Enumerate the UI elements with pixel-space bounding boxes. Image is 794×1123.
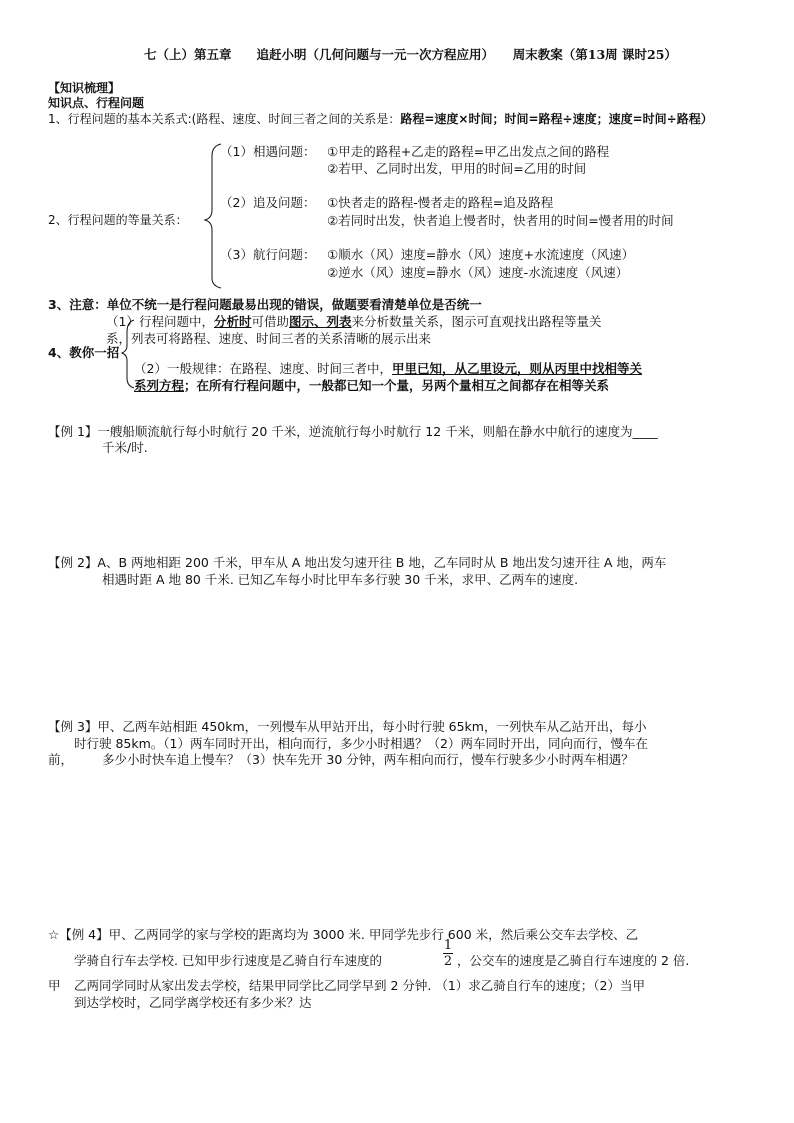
- tip2-emph-equation: 系列方程: [134, 378, 185, 393]
- meet-label: （1）相遇问题：: [220, 144, 316, 159]
- fraction-one-half: [441, 938, 455, 969]
- example-4-line3a: 甲: [48, 978, 61, 993]
- chase-rule-2: ②若同时出发，快者追上慢者时，快者用的时间=慢者用的时间: [327, 213, 674, 228]
- tip1-line1: [106, 314, 602, 330]
- tip1-text-a: （1）行程问题中，: [106, 314, 214, 329]
- tip2-line1: [134, 361, 642, 377]
- tip2-emph-conclusion: 一般都已知一个量，另两个量相互之间都存在相等关系: [309, 378, 610, 393]
- example-3-line3b: 多少小时快车追上慢车？（3）快车先开 30 分钟，两车相向而行，慢车行驶多少小时两车相遇？: [102, 752, 634, 767]
- example-4-line4: 到达学校时，乙同学离学校还有多少米？达: [74, 995, 312, 1010]
- tip1-line2: 系，列表可将路程、速度、时间三者的关系清晰的展示出来: [106, 331, 432, 346]
- chase-rule-1: ①快者走的路程-慢者走的路程=追及路程: [327, 195, 554, 210]
- page-title: 七（上）第五章 追赶小明（几何问题与一元一次方程应用） 周末教案（第13周 课时25）: [144, 47, 677, 62]
- item1-text: 1、行程问题的基本关系式:(路程、速度、时间三者之间的关系是：: [48, 112, 401, 126]
- tip2-text-a: （2）一般规律：在路程、速度、时间三者中，: [134, 361, 392, 376]
- example-4-line1: ☆【例 4】甲、乙两同学的家与学校的距离均为 3000 米. 甲同学先步行 600 米，然后乘公交车去学校、乙: [48, 927, 639, 942]
- fraction-numerator: 1: [443, 938, 453, 953]
- meet-rule-1: ①甲走的路程+乙走的路程=甲乙出发点之间的路程: [327, 144, 610, 159]
- knowledge-point-label: 知识点、行程问题: [48, 96, 145, 110]
- tip1-text-e: 来分析数量关系，图示可直观找出路程等量关: [351, 314, 602, 329]
- example-3-line1: 【例 3】甲、乙两车站相距 450km，一列慢车从甲站开出，每小时行驶 65km，一列快车从乙站开出，每小: [48, 719, 647, 734]
- example-4-line3b: 乙两同学同时从家出发去学校，结果甲同学比乙同学早到 2 分钟. （1）求乙骑自行车的速度；（2）当甲: [74, 978, 646, 993]
- sail-label: （3）航行问题：: [220, 247, 316, 262]
- sail-rule-2: ②逆水（风）速度=静水（风）速度-水流速度（风速）: [327, 265, 629, 280]
- tip1-emph-diagram-table: 图示、列表: [289, 314, 352, 329]
- example-1-line2: 千米/时.: [102, 440, 148, 455]
- item3-note: 3、注意：单位不统一是行程问题最易出现的错误，做题要看清楚单位是否统一: [48, 297, 482, 312]
- example-2-line1: 【例 2】A、B 两地相距 200 千米，甲车从 A 地出发匀速开往 B 地，乙车同时从 B 地出发匀速开往 A 地，两车: [48, 555, 667, 570]
- item1-formulas: 路程=速度×时间；时间=路程÷速度；速度=时间÷路程）: [400, 112, 713, 126]
- example-2-line2: 相遇时距 A 地 80 千米. 已知乙车每小时比甲车多行驶 30 千米，求甲、乙两车的速度.: [102, 572, 579, 587]
- example-4-line2b: ，公交车的速度是乙骑自行车速度的 2 倍.: [457, 953, 690, 968]
- example-1-line1: 【例 1】一艘船顺流航行每小时航行 20 千米，逆流航行每小时航行 12 千米，则船在静水中航行的速度为____: [48, 424, 658, 439]
- chase-label: （2）追及问题：: [220, 195, 316, 210]
- tip2-emph-rule: 甲里已知，从乙里设元，则从丙里中找相等关: [391, 361, 642, 376]
- tip2-line2: [134, 378, 609, 394]
- meet-rule-2: ②若甲、乙同时出发，甲用的时间=乙用的时间: [327, 161, 587, 176]
- section-label: 【知识梳理】: [48, 81, 121, 95]
- tip1-text-c: 可借助: [251, 314, 289, 329]
- example-3-line3a: 前，: [48, 752, 74, 767]
- example-4-line2a: 学骑自行车去学校. 已知甲步行速度是乙骑自行车速度的: [74, 953, 382, 968]
- item2-label: 2、行程问题的等量关系：: [48, 213, 188, 227]
- tip2-text-b: ；在所有行程问题中，: [184, 378, 310, 393]
- fraction-denominator: 2: [443, 954, 453, 969]
- example-3-line2: 时行驶 85km。（1）两车同时开出，相向而行，多少小时相遇？（2）两车同时开出，同向而行，慢车在: [74, 736, 648, 751]
- sail-rule-1: ①顺水（风）速度=静水（风）速度+水流速度（风速）: [327, 247, 635, 262]
- tip1-emph-analysis: 分析时: [213, 314, 252, 329]
- item4-label: 4、教你一招: [48, 345, 120, 360]
